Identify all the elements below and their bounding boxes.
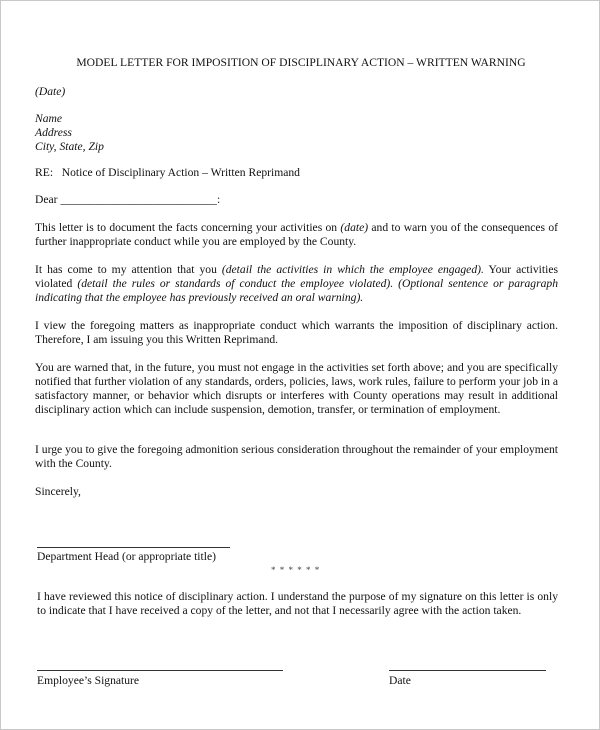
paragraph-warning: You are warned that, in the future, you must not engage in the activities set forth above; and you are specifically notified that further violation of any standards, orders, policies, laws, work rules, failure to perform your job in a satisfactory manner, or behavior which disrupts or interferes with County operations may result in additional disciplinary action which can include suspension, demotion, transfer, or termination of employment.: [35, 361, 558, 416]
date-label: Date: [389, 674, 411, 687]
separator: * * * * * *: [271, 565, 321, 575]
recipient-city: City, State, Zip: [35, 140, 104, 153]
employee-signature-label: Employee’s Signature: [37, 674, 140, 687]
salutation-text: Dear: [35, 193, 58, 206]
salutation: [35, 193, 220, 207]
signer-signature-line: [37, 547, 230, 548]
recipient-name: Name: [35, 112, 63, 125]
re-line: [35, 166, 300, 180]
placeholder-segment: (detail the activities in which the employee engaged).: [221, 263, 484, 276]
paragraph-urge: I urge you to give the foregoing admonition serious consideration throughout the remainder of your employment with the County.: [35, 443, 558, 470]
employee-signature-line: [37, 670, 283, 671]
re-label: RE:: [35, 166, 54, 179]
salutation-blank: ___________________________: [60, 193, 217, 206]
paragraph-acknowledgement: I have reviewed this notice of disciplinary action. I understand the purpose of my signature on this letter is only to indicate that I have received a copy of the letter, and not that I necessarily agree with the action taken.: [37, 590, 558, 617]
document-title: MODEL LETTER FOR IMPOSITION OF DISCIPLINARY ACTION – WRITTEN WARNING: [76, 56, 526, 69]
text-segment: This letter is to document the facts concerning your activities on: [35, 221, 341, 234]
closing: Sincerely,: [35, 485, 81, 498]
text-segment: It has come to my attention that you: [35, 263, 222, 276]
re-text: Notice of Disciplinary Action – Written Reprimand: [61, 166, 300, 179]
paragraph-attention: [35, 263, 558, 305]
paragraph-view: I view the foregoing matters as inappropriate conduct which warrants the imposition of disciplinary action. Therefore, I am issuing you this Written Reprimand.: [35, 319, 558, 346]
signer-label: Department Head (or appropriate title): [37, 550, 216, 563]
paragraph-facts: [35, 221, 558, 249]
text-segment: and to warn you of the consequences of further inappropriate conduct while you are employed by the County.: [35, 221, 558, 248]
placeholder-segment: (detail the rules or standards of conduct the employee violated). (Optional sentence or paragraph indicating that the employee has previously received an oral warning).: [35, 277, 558, 304]
salutation-end: :: [216, 193, 221, 206]
date-placeholder: (Date): [35, 85, 66, 98]
placeholder-segment: (date): [340, 221, 369, 234]
text-segment: Your activities violated: [35, 263, 558, 290]
date-line: [389, 670, 546, 671]
recipient-address: Address: [35, 126, 72, 139]
